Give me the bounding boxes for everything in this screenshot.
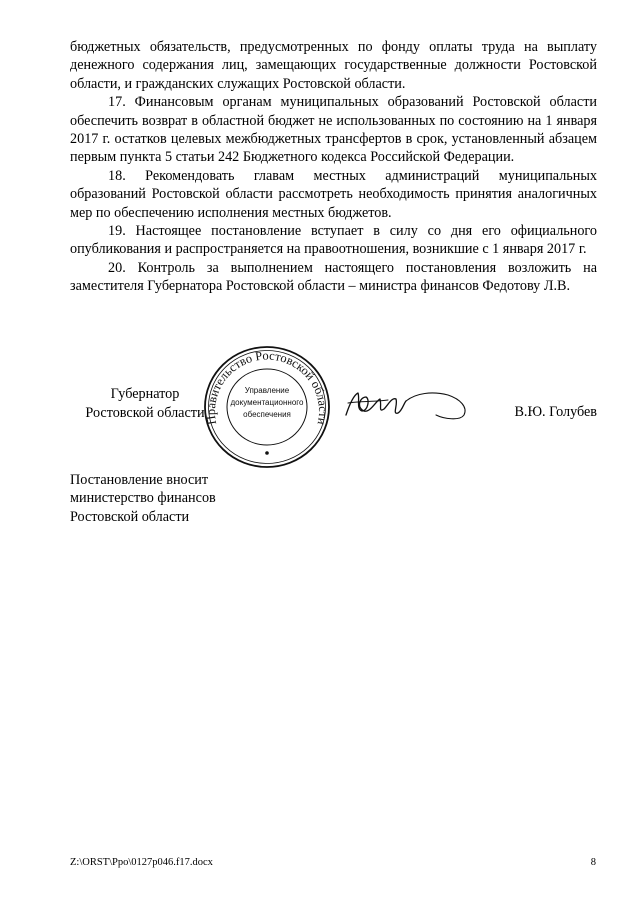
signature-row — [0, 340, 640, 460]
document-body — [70, 38, 597, 296]
official-seal — [198, 341, 336, 471]
paragraph-item-17: 17. Финансовым органам муниципальных образований Ростовской области обеспечить возврат в областной бюджет не использованных по состоянию на 1 января 2017 г. остатков целевых межбюджетных трансфертов в срок, установленный абзацем первым пункта 5 статьи 242 Бюджетного кодекса Российской Федерации. — [70, 94, 597, 166]
seal-inner-line2: документационного — [230, 398, 304, 407]
submitter-line3: Ростовской области — [70, 508, 190, 525]
signer-title-line1: Губернатор — [110, 386, 180, 402]
seal-inner-line3: обеспечения — [243, 410, 291, 419]
submitter-line2: министерство финансов — [70, 490, 216, 507]
seal-inner-line1: Управление — [244, 386, 290, 395]
submitter-block — [70, 471, 330, 526]
handwritten-signature — [340, 385, 478, 425]
page-number: 8 — [590, 857, 596, 868]
signer-name: В.Ю. Голубев — [514, 404, 597, 420]
signer-title-line2: Ростовской области — [85, 405, 205, 421]
footer-file-path: Z:\ORST\Ppo\0127p046.f17.docx — [70, 857, 213, 868]
submitter-line1: Постановление вносит — [70, 472, 209, 488]
paragraph-item-18: 18. Рекомендовать главам местных администраций муниципальных образований Ростовской области рассмотреть необходимость принятия аналогичных мер по обеспечению исполнения местных бюджетов. — [70, 167, 597, 221]
paragraph-continuation: бюджетных обязательств, предусмотренных по фонду оплаты труда на выплату денежного содержания лиц, замещающих государственные должности Ростовской области, и гражданских служащих Ростовской области. — [70, 39, 597, 92]
seal-outer-text: Правительство Ростовской области — [203, 348, 331, 426]
paragraph-item-19: 19. Настоящее постановление вступает в силу со дня его официального опубликования и распространяется на правоотношения, возникшие с 1 января 2017 г. — [70, 223, 597, 258]
paragraph-item-20: 20. Контроль за выполнением настоящего постановления возложить на заместителя Губернатора Ростовской области – министра финансов Федотову Л.В. — [70, 259, 597, 295]
